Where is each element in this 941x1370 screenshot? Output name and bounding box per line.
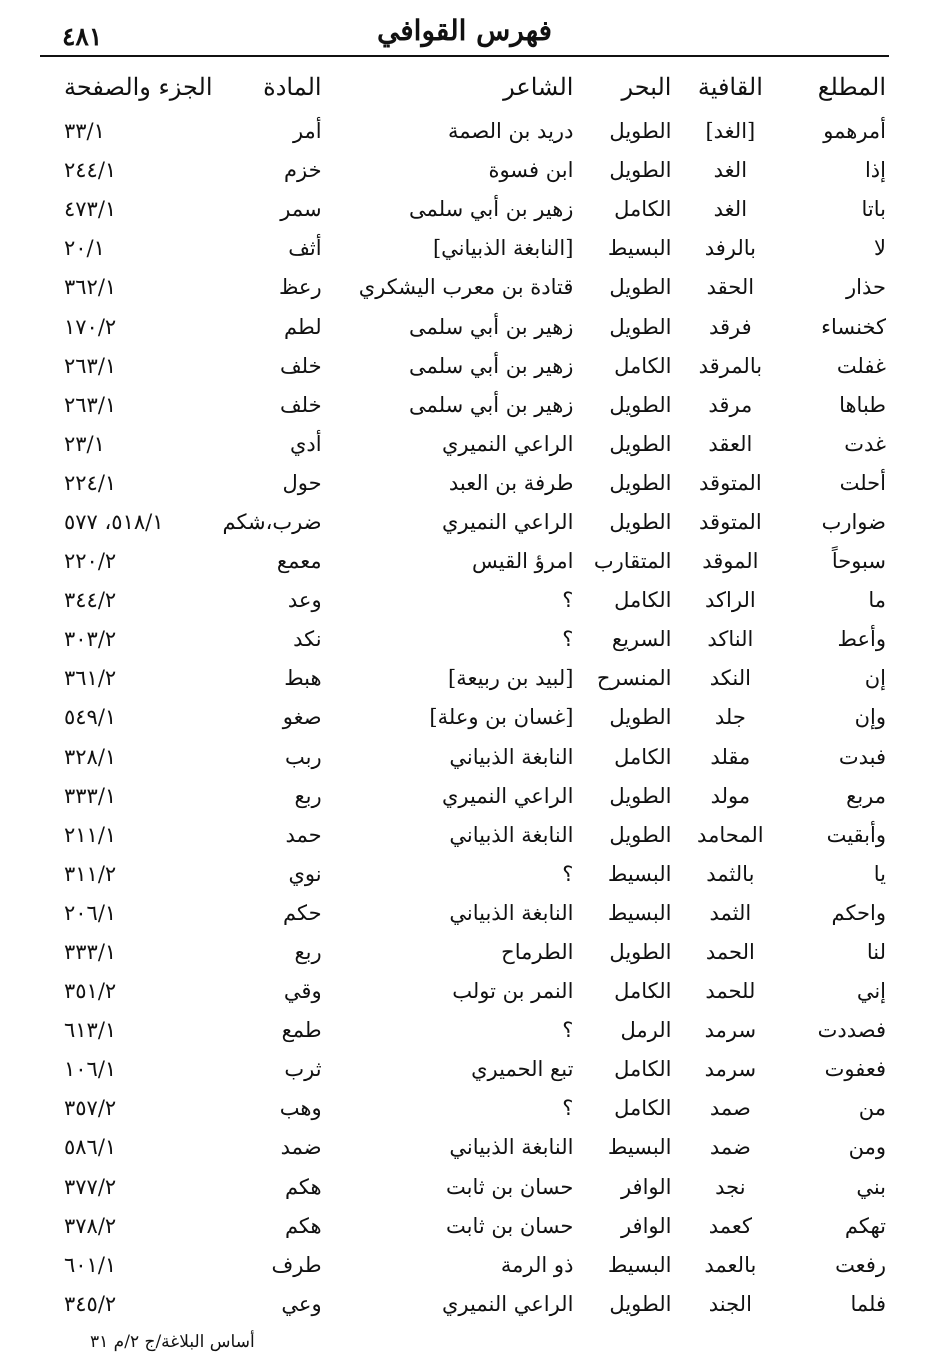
cell-poet: ؟ <box>562 627 574 652</box>
cell-root: حكم <box>283 900 322 925</box>
cell-rhyme: المتوقد <box>699 470 762 495</box>
table-row <box>64 425 886 464</box>
cell-poet: النابغة الذبياني <box>449 822 574 847</box>
cell-rhyme: ضمد <box>709 1135 751 1160</box>
table-row <box>64 151 886 190</box>
cell-rhyme: [الغد] <box>705 119 756 144</box>
cell-rhyme: بالمرقد <box>698 353 763 378</box>
cell-rhyme: الثمد <box>709 900 752 925</box>
cell-root: حول <box>282 470 322 495</box>
cell-start: تهكم <box>844 1213 886 1238</box>
cell-ref: ٢٦٣/١ <box>64 392 117 417</box>
cell-ref: ٢٠٦/١ <box>64 900 117 925</box>
cell-ref: ٣٤٤/٢ <box>64 588 117 613</box>
cell-rhyme: مقلد <box>710 744 751 769</box>
cell-start: لنا <box>866 940 886 965</box>
cell-rhyme: الغد <box>713 197 748 222</box>
cell-ref: ٤٧٣/١ <box>64 197 117 222</box>
cell-meter: الوافر <box>620 1213 672 1238</box>
cell-poet: ؟ <box>562 1096 574 1121</box>
cell-rhyme: المتوقد <box>699 509 762 534</box>
cell-meter: البسيط <box>607 236 672 261</box>
cell-rhyme: الحمد <box>705 940 755 965</box>
table-row <box>64 386 886 425</box>
table-body <box>64 112 886 1324</box>
cell-start: كخنساء <box>821 314 886 339</box>
cell-poet: [غسان بن وعلة] <box>429 705 574 730</box>
table-row <box>64 738 886 777</box>
cell-meter: البسيط <box>607 1135 672 1160</box>
cell-root: هكم <box>284 1213 322 1238</box>
cell-poet: النابغة الذبياني <box>449 744 574 769</box>
cell-ref: ٢٢٠/٢ <box>64 549 117 574</box>
cell-ref: ٣٦٢/١ <box>64 275 117 300</box>
cell-rhyme: الجند <box>708 1291 752 1316</box>
cell-rhyme: الناكد <box>707 627 754 652</box>
cell-meter: المتقارب <box>593 549 672 574</box>
running-head <box>40 10 889 56</box>
cell-root: خلف <box>279 392 322 417</box>
cell-start: باتا <box>861 197 886 222</box>
table-row <box>64 1168 886 1207</box>
cell-meter: الطويل <box>609 705 672 730</box>
cell-ref: ٣٧٨/٢ <box>64 1213 117 1238</box>
table-row <box>64 698 886 737</box>
cell-rhyme: العقد <box>708 431 753 456</box>
cell-root: هكم <box>284 1174 322 1199</box>
column-header-ref: الجزء والصفحة <box>64 73 213 101</box>
cell-poet: زهير بن أبي سلمى <box>409 314 574 339</box>
cell-root: ضرب،شكم <box>222 509 322 534</box>
cell-start: وإن <box>854 705 886 730</box>
cell-meter: البسيط <box>607 861 672 886</box>
cell-start: إن <box>864 666 886 691</box>
table-row <box>64 464 886 503</box>
cell-start: فبدت <box>838 744 886 769</box>
cell-ref: ٣٠٣/٢ <box>64 627 117 652</box>
table-row <box>64 112 886 151</box>
cell-meter: الطويل <box>609 940 672 965</box>
cell-start: فصددت <box>817 1018 886 1043</box>
cell-rhyme: نجد <box>715 1174 746 1199</box>
cell-start: فلما <box>850 1291 886 1316</box>
table-row <box>64 933 886 972</box>
table-row <box>64 347 886 386</box>
cell-ref: ٢٠/١ <box>64 236 105 261</box>
table-row <box>64 503 886 542</box>
cell-start: واحكم <box>831 900 886 925</box>
cell-poet: الراعي النميري <box>441 783 574 808</box>
cell-poet: ؟ <box>562 861 574 886</box>
cell-rhyme: سرمد <box>704 1057 757 1082</box>
cell-root: وعي <box>281 1291 322 1316</box>
cell-root: سمر <box>280 197 322 222</box>
table-row <box>64 1128 886 1167</box>
cell-poet: [النابغة الذبياني] <box>432 236 574 261</box>
cell-poet: الطرماح <box>501 940 574 965</box>
cell-poet: النمر بن تولب <box>452 979 574 1004</box>
cell-poet: زهير بن أبي سلمى <box>409 392 574 417</box>
column-header-rhyme: القافية <box>697 73 763 101</box>
cell-start: وأبقيت <box>826 822 886 847</box>
cell-rhyme: الموقد <box>702 549 759 574</box>
cell-meter: الطويل <box>609 314 672 339</box>
cell-meter: الكامل <box>614 1057 672 1082</box>
cell-poet: قتادة بن معرب اليشكري <box>358 275 574 300</box>
cell-rhyme: الغد <box>713 158 748 183</box>
table-row <box>64 1050 886 1089</box>
cell-root: أدي <box>289 431 322 456</box>
table-row <box>64 542 886 581</box>
cell-root: طمع <box>281 1018 322 1043</box>
cell-meter: الطويل <box>609 119 672 144</box>
table-row <box>64 581 886 620</box>
cell-meter: الطويل <box>609 509 672 534</box>
cell-root: هبط <box>284 666 322 691</box>
cell-poet: حسان بن ثابت <box>445 1174 574 1199</box>
cell-poet: ؟ <box>562 588 574 613</box>
cell-start: طباها <box>839 392 886 417</box>
cell-poet: زهير بن أبي سلمى <box>409 197 574 222</box>
cell-rhyme: بالثمد <box>706 861 755 886</box>
cell-rhyme: صمد <box>709 1096 751 1121</box>
cell-ref: ١٧٠/٢ <box>64 314 117 339</box>
table-row <box>64 972 886 1011</box>
cell-meter: الطويل <box>609 470 672 495</box>
cell-meter: الطويل <box>609 822 672 847</box>
cell-rhyme: النكد <box>709 666 751 691</box>
cell-root: طرف <box>271 1252 322 1277</box>
cell-meter: الكامل <box>614 588 672 613</box>
cell-ref: ٢٢٤/١ <box>64 470 117 495</box>
cell-meter: الطويل <box>609 783 672 808</box>
cell-root: نوي <box>288 861 322 886</box>
cell-ref: ٢٣/١ <box>64 431 105 456</box>
cell-poet: حسان بن ثابت <box>445 1213 574 1238</box>
table-row <box>64 1011 886 1050</box>
cell-meter: الطويل <box>609 158 672 183</box>
header-rule <box>40 55 889 57</box>
cell-ref: ٦٠١/١ <box>64 1252 117 1277</box>
cell-start: يا <box>873 861 886 886</box>
table-row <box>64 268 886 307</box>
cell-root: وهب <box>279 1096 322 1121</box>
cell-root: صغو <box>282 705 322 730</box>
cell-meter: الطويل <box>609 275 672 300</box>
cell-rhyme: المحامد <box>697 822 764 847</box>
cell-ref: ١٠٦/١ <box>64 1057 117 1082</box>
cell-start: لا <box>874 236 886 261</box>
cell-start: غدت <box>844 431 886 456</box>
page-title: فهرس القوافي <box>376 14 553 47</box>
cell-ref: ٣٥١/٢ <box>64 979 117 1004</box>
cell-meter: الطويل <box>609 1291 672 1316</box>
rhyme-index-table <box>64 62 886 1324</box>
cell-root: نكد <box>293 627 322 652</box>
footer-signature: أساس البلاغة/ج ٢/م ٣١ <box>90 1332 255 1352</box>
column-header-meter: البحر <box>621 73 672 101</box>
cell-rhyme: مرقد <box>708 392 753 417</box>
cell-ref: ٣٣٣/١ <box>64 783 117 808</box>
cell-ref: ٦١٣/١ <box>64 1018 117 1043</box>
cell-meter: المنسرح <box>596 666 672 691</box>
table-row <box>64 1285 886 1324</box>
cell-start: أحلت <box>839 470 886 495</box>
cell-ref: ٥١٨/١، ٥٧٧ <box>64 509 164 534</box>
cell-meter: الرمل <box>620 1018 672 1043</box>
cell-rhyme: مولد <box>710 783 751 808</box>
table-row <box>64 777 886 816</box>
cell-root: ربع <box>294 940 322 965</box>
cell-meter: الكامل <box>614 979 672 1004</box>
cell-meter: الوافر <box>620 1174 672 1199</box>
cell-root: وقي <box>283 979 322 1004</box>
cell-poet: النابغة الذبياني <box>449 900 574 925</box>
table-row <box>64 894 886 933</box>
table-row <box>64 1246 886 1285</box>
table-row <box>64 855 886 894</box>
cell-poet: النابغة الذبياني <box>449 1135 574 1160</box>
cell-ref: ٣٣/١ <box>64 119 105 144</box>
table-row <box>64 620 886 659</box>
table-row <box>64 307 886 346</box>
cell-ref: ٥٤٩/١ <box>64 705 117 730</box>
column-header-poet: الشاعر <box>503 73 574 101</box>
cell-poet: امرؤ القيس <box>471 549 574 574</box>
cell-poet: تبع الحميري <box>471 1057 574 1082</box>
cell-ref: ٣٦١/٢ <box>64 666 117 691</box>
column-header-root: المادة <box>263 73 322 101</box>
cell-poet: ابن فسوة <box>488 158 574 183</box>
table-row <box>64 816 886 855</box>
cell-ref: ٣٢٨/١ <box>64 744 117 769</box>
table-row <box>64 659 886 698</box>
cell-rhyme: بالعمد <box>704 1252 757 1277</box>
cell-meter: الطويل <box>609 392 672 417</box>
column-header-start: المطلع <box>817 73 886 101</box>
cell-ref: ٢١١/١ <box>64 822 117 847</box>
cell-start: فعفوت <box>824 1057 886 1082</box>
cell-rhyme: جلد <box>714 705 746 730</box>
cell-meter: الكامل <box>614 1096 672 1121</box>
cell-ref: ٣٧٧/٢ <box>64 1174 117 1199</box>
cell-start: ما <box>868 588 886 613</box>
cell-start: بني <box>856 1174 886 1199</box>
cell-ref: ٢٤٤/١ <box>64 158 117 183</box>
cell-ref: ٣٣٣/١ <box>64 940 117 965</box>
cell-start: أمرهمو <box>823 119 886 144</box>
cell-meter: الطويل <box>609 431 672 456</box>
cell-start: حذار <box>846 275 886 300</box>
cell-root: ربع <box>294 783 322 808</box>
cell-root: وعد <box>287 588 322 613</box>
cell-meter: الكامل <box>614 744 672 769</box>
cell-poet: دريد بن الصمة <box>448 119 574 144</box>
cell-start: إذا <box>864 158 886 183</box>
cell-root: خزم <box>284 158 322 183</box>
cell-root: أمر <box>292 119 322 144</box>
cell-poet: الراعي النميري <box>441 509 574 534</box>
cell-root: رعظ <box>279 275 322 300</box>
cell-poet: [لبيد بن ربيعة] <box>448 666 574 691</box>
cell-root: خلف <box>279 353 322 378</box>
cell-meter: الكامل <box>614 353 672 378</box>
cell-root: ثرب <box>284 1057 322 1082</box>
cell-rhyme: سرمد <box>704 1018 757 1043</box>
table-row <box>64 190 886 229</box>
cell-poet: زهير بن أبي سلمى <box>409 353 574 378</box>
cell-rhyme: فرقد <box>709 314 752 339</box>
table-row <box>64 229 886 268</box>
cell-start: من <box>858 1096 886 1121</box>
cell-rhyme: الراكد <box>705 588 756 613</box>
cell-root: أثف <box>288 236 322 261</box>
cell-start: رفعت <box>835 1252 886 1277</box>
cell-meter: الكامل <box>614 197 672 222</box>
cell-start: مربع <box>846 783 886 808</box>
table-header-row <box>64 62 886 112</box>
cell-start: وأعط <box>837 627 886 652</box>
table-row <box>64 1207 886 1246</box>
cell-root: معمع <box>276 549 322 574</box>
cell-ref: ٣١١/٢ <box>64 861 117 886</box>
cell-start: سبوحاً <box>831 549 886 574</box>
cell-root: لطم <box>284 314 322 339</box>
cell-meter: السريع <box>611 627 672 652</box>
cell-poet: ذو الرمة <box>500 1252 574 1277</box>
cell-poet: طرفة بن العبد <box>448 470 574 495</box>
cell-start: ومن <box>848 1135 886 1160</box>
cell-root: حمد <box>285 822 322 847</box>
cell-start: إني <box>856 979 886 1004</box>
cell-ref: ٣٤٥/٢ <box>64 1291 117 1316</box>
cell-ref: ٣٥٧/٢ <box>64 1096 117 1121</box>
cell-root: ضمد <box>280 1135 322 1160</box>
cell-meter: البسيط <box>607 1252 672 1277</box>
cell-meter: البسيط <box>607 900 672 925</box>
cell-ref: ٢٦٣/١ <box>64 353 117 378</box>
cell-poet: الراعي النميري <box>441 431 574 456</box>
cell-rhyme: كعمد <box>708 1213 752 1238</box>
cell-poet: ؟ <box>562 1018 574 1043</box>
cell-root: ربب <box>285 744 322 769</box>
cell-rhyme: الحقد <box>706 275 755 300</box>
cell-poet: الراعي النميري <box>441 1291 574 1316</box>
cell-ref: ٥٨٦/١ <box>64 1135 117 1160</box>
table-row <box>64 1089 886 1128</box>
cell-start: ضوارب <box>821 509 886 534</box>
cell-rhyme: للحمد <box>705 979 756 1004</box>
page-number: ٤٨١ <box>62 22 103 51</box>
cell-rhyme: بالرفد <box>704 236 756 261</box>
cell-start: غفلت <box>836 353 886 378</box>
